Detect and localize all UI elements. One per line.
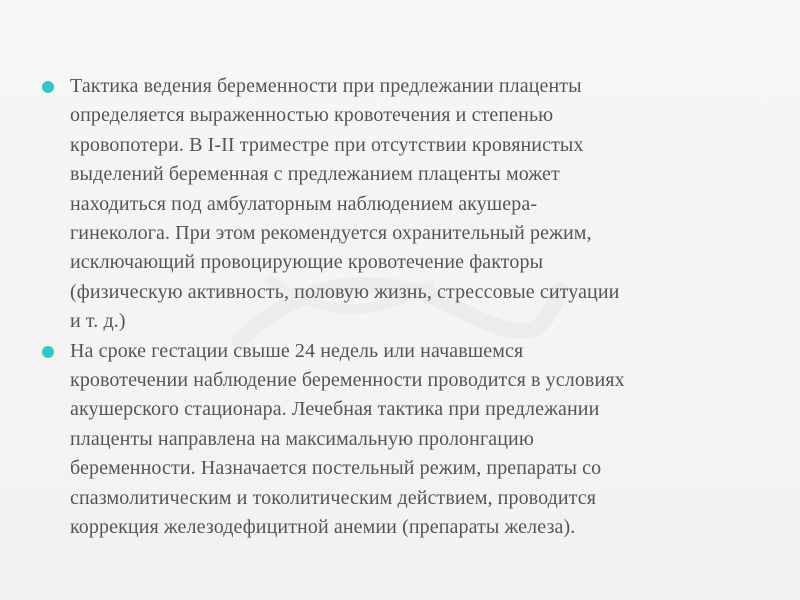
- bullet-1-line-5: находиться под амбулаторным наблюдением акушера-: [70, 192, 538, 215]
- bullet-1-line-1: Тактика ведения беременности при предлежании плаценты: [70, 75, 582, 97]
- slide-content: [42, 72, 750, 543]
- bullet-2-line-2: кровотечении наблюдение беременности проводится в условиях: [70, 369, 625, 392]
- bullet-2-line-7: коррекция железодефицитной анемии (препараты железа).: [70, 516, 576, 539]
- bullet-2-line-3: акушерского стационара. Лечебная тактика при предлежании: [70, 398, 600, 421]
- bullet-2-line-1: На сроке гестации свыше 24 недель или начавшемся: [70, 339, 524, 362]
- bullet-1-line-4: выделений беременная с предлежанием плаценты может: [70, 163, 560, 186]
- bullet-text-1: [70, 72, 750, 337]
- bullet-1-line-8: (физическую активность, половую жизнь, стрессовые ситуации: [70, 280, 620, 303]
- bullet-item-1: [42, 72, 750, 337]
- bullet-circle-icon: [42, 81, 54, 93]
- bullet-1-line-3: кровопотери. В I-II триместре при отсутствии кровянистых: [70, 133, 584, 156]
- bullet-text-2: [70, 337, 750, 543]
- bullet-circle-icon: [42, 346, 54, 358]
- bullet-1-line-9: и т. д.): [70, 310, 126, 333]
- bullet-1-line-6: гинеколога. При этом рекомендуется охранительный режим,: [70, 222, 592, 245]
- bullet-1-line-2: определяется выраженностью кровотечения и степенью: [70, 104, 554, 127]
- bullet-2-line-4: плаценты направлена на максимальную пролонгацию: [70, 427, 534, 450]
- bullet-1-line-7: исключающий провоцирующие кровотечение факторы: [70, 251, 544, 274]
- bullet-2-line-5: беременности. Назначается постельный режим, препараты со: [70, 457, 602, 480]
- bullet-2-line-6: спазмолитическим и токолитическим действием, проводится: [70, 486, 597, 509]
- bullet-item-2: [42, 337, 750, 543]
